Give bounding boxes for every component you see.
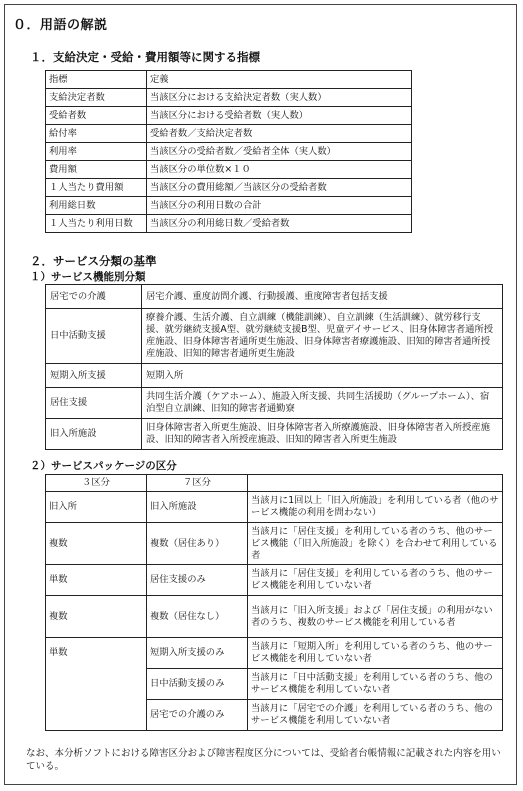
section1-title: １．支給決定・受給・費用額等に関する指標	[30, 50, 260, 64]
table-cell: 支給決定者数	[46, 89, 147, 107]
table-cell: 給付率	[46, 125, 147, 143]
table-row	[46, 596, 503, 638]
table-cell: 受給者数	[46, 107, 147, 125]
table-row	[46, 125, 412, 143]
table-cell: 短期入所	[142, 364, 503, 388]
table-cell: 複数	[46, 523, 147, 565]
table-row	[46, 492, 503, 523]
table-header-row	[46, 475, 503, 492]
table-row	[46, 89, 412, 107]
table-cell: 当該区分の費用総額／当該区分の受給者数	[147, 179, 412, 197]
page-title: ０．用語の解説	[13, 18, 108, 33]
table-row	[46, 523, 503, 565]
table-cell: 当該月に「旧入所支援」および「居住支援」の利用がない者のうち、複数のサービス機能を利用している者	[248, 596, 503, 638]
table-row	[46, 197, 412, 215]
table-cell: 利用率	[46, 143, 147, 161]
service-package-table	[45, 474, 503, 731]
table-cell: 当該区分における支給決定者数（実人数）	[147, 89, 412, 107]
table-cell: 共同生活介護（ケアホーム）、施設入所支援、共同生活援助（グループホーム）、宿泊型自立訓練、旧知的障害者通勤寮	[142, 388, 503, 419]
table-header-cell: ３区分	[46, 475, 147, 492]
table-row	[46, 285, 503, 309]
table-cell: 単数	[46, 638, 147, 731]
table-cell: 居住支援	[46, 388, 142, 419]
table-row	[46, 215, 412, 233]
footnote: なお、本分析ソフトにおける障害区分および障害程度区分については、受給者台帳情報に記載された内容を用いている。	[26, 748, 501, 772]
service-function-table	[45, 284, 503, 450]
table-cell: 療養介護、生活介護、自立訓練（機能訓練）、自立訓練（生活訓練）、就労移行支援、就労継続支援A型、就労継続支援B型、児童デイサービス、旧身体障害者通所授産施設、旧身体障害者通所更生施設、旧身体障害者療護施設、旧知的障害者通所授産施設、旧知的障害者通所更生施設	[142, 309, 503, 364]
table-cell: 居宅での介護のみ	[147, 700, 248, 731]
section2-title: ２．サービス分類の基準	[30, 254, 157, 268]
table-cell: 当該区分の利用総日数／受給者数	[147, 215, 412, 233]
table-row	[46, 638, 503, 669]
subsection1-title: １）サービス機能別分類	[30, 271, 146, 283]
table-row	[46, 388, 503, 419]
table-cell: 当該月に「短期入所」を利用している者のうち、他のサービス機能を利用していない者	[248, 638, 503, 669]
table-cell: 利用総日数	[46, 197, 147, 215]
subsection2-title: ２）サービスパッケージの区分	[30, 460, 177, 472]
table-cell: 複数（居住なし）	[147, 596, 248, 638]
table-cell: 当該区分の単位数×１０	[147, 161, 412, 179]
table-row	[46, 309, 503, 364]
table-cell: 当該区分における受給者数（実人数）	[147, 107, 412, 125]
table-cell: 当該月に「居住支援」を利用している者のうち、他のサービス機能を利用していない者	[248, 565, 503, 596]
table-cell: 居宅介護、重度訪問介護、行動援護、重度障害者包括支援	[142, 285, 503, 309]
table-cell: 居住支援のみ	[147, 565, 248, 596]
table-cell: 当該区分の利用日数の合計	[147, 197, 412, 215]
table-cell: １人当たり費用額	[46, 179, 147, 197]
table-cell: 費用額	[46, 161, 147, 179]
table-cell: 複数	[46, 596, 147, 638]
table-row	[46, 161, 412, 179]
table-row	[46, 364, 503, 388]
table-cell: １人当たり利用日数	[46, 215, 147, 233]
table-cell: 当該月に「居宅での介護」を利用している者のうち、他のサービス機能を利用していない者	[248, 700, 503, 731]
table-cell: 短期入所支援のみ	[147, 638, 248, 669]
table-cell: 当該月に「日中活動支援」を利用している者のうち、他のサービス機能を利用していない者	[248, 669, 503, 700]
table-cell: 当該月に「居住支援」を利用している者のうち、他のサービス機能（「旧入所施設」を除く）を合わせて利用している者	[248, 523, 503, 565]
table-header-cell: 指標	[46, 71, 147, 89]
table-cell: 旧入所施設	[46, 419, 142, 450]
table-cell: 受給者数／支給決定者数	[147, 125, 412, 143]
table-row	[46, 565, 503, 596]
table-header-cell: 定義	[147, 71, 412, 89]
indicator-table	[45, 70, 412, 233]
table-row	[46, 419, 503, 450]
table-cell: 日中活動支援のみ	[147, 669, 248, 700]
table-cell: 複数（居住あり）	[147, 523, 248, 565]
table-cell: 旧身体障害者入所更生施設、旧身体障害者入所療護施設、旧身体障害者入所授産施設、旧知的障害者入所授産施設、旧知的障害者入所更生施設	[142, 419, 503, 450]
table-row	[46, 179, 412, 197]
table-row	[46, 143, 412, 161]
table-header-cell	[248, 475, 503, 492]
table-cell: 日中活動支援	[46, 309, 142, 364]
table-cell: 旧入所施設	[147, 492, 248, 523]
table-cell: 当該月に1回以上「旧入所施設」を利用している者（他のサービス機能の利用を問わない）	[248, 492, 503, 523]
table-cell: 単数	[46, 565, 147, 596]
table-header-cell: ７区分	[147, 475, 248, 492]
table-cell: 居宅での介護	[46, 285, 142, 309]
table-cell: 短期入所支援	[46, 364, 142, 388]
table-cell: 当該区分の受給者数／受給者全体（実人数）	[147, 143, 412, 161]
table-row	[46, 107, 412, 125]
table-cell: 旧入所	[46, 492, 147, 523]
table-header-row	[46, 71, 412, 89]
